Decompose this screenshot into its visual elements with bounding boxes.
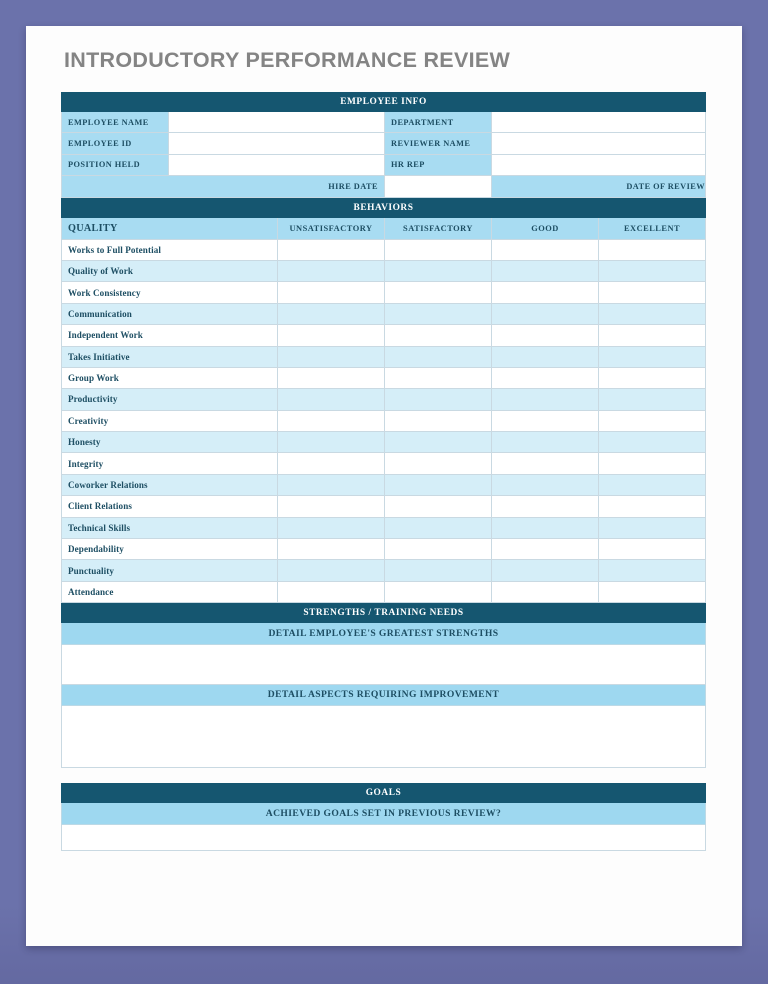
rating-cell-excellent[interactable] <box>599 410 706 431</box>
table-row <box>62 453 706 474</box>
rating-cell-unsatisfactory[interactable] <box>278 239 385 260</box>
employee-id-input[interactable] <box>169 133 385 154</box>
table-row <box>62 303 706 324</box>
rating-cell-unsatisfactory[interactable] <box>278 453 385 474</box>
goals-section-header: GOALS <box>62 784 706 803</box>
rating-cell-good[interactable] <box>492 432 599 453</box>
rating-cell-good[interactable] <box>492 560 599 581</box>
employee-info-table <box>61 92 706 198</box>
gap-cell <box>62 767 706 783</box>
achieved-goals-prompt: ACHIEVED GOALS SET IN PREVIOUS REVIEW? <box>62 803 706 824</box>
employee-info-row <box>62 154 706 175</box>
rating-cell-satisfactory[interactable] <box>385 474 492 495</box>
rating-cell-excellent[interactable] <box>599 432 706 453</box>
rating-cell-good[interactable] <box>492 581 599 602</box>
rating-cell-satisfactory[interactable] <box>385 367 492 388</box>
table-row <box>62 474 706 495</box>
rating-cell-unsatisfactory[interactable] <box>278 325 385 346</box>
behaviors-table <box>61 198 706 604</box>
rating-cell-satisfactory[interactable] <box>385 496 492 517</box>
behavior-label: Dependability <box>62 539 278 560</box>
improvement-textarea[interactable] <box>62 705 706 767</box>
reviewer-name-input[interactable] <box>492 133 706 154</box>
rating-cell-unsatisfactory[interactable] <box>278 389 385 410</box>
rating-cell-satisfactory[interactable] <box>385 581 492 602</box>
improvement-prompt: DETAIL ASPECTS REQUIRING IMPROVEMENT <box>62 684 706 705</box>
behavior-label: Punctuality <box>62 560 278 581</box>
table-row <box>62 410 706 431</box>
date-row <box>62 176 706 197</box>
column-header-good: GOOD <box>492 217 599 239</box>
rating-cell-excellent[interactable] <box>599 474 706 495</box>
department-input[interactable] <box>492 112 706 133</box>
behavior-label: Creativity <box>62 410 278 431</box>
behavior-label: Independent Work <box>62 325 278 346</box>
hr-rep-input[interactable] <box>492 154 706 175</box>
rating-cell-excellent[interactable] <box>599 303 706 324</box>
behavior-label: Integrity <box>62 453 278 474</box>
improvement-prompt-row <box>62 684 706 705</box>
hr-rep-label: HR REP <box>385 154 492 175</box>
rating-cell-unsatisfactory[interactable] <box>278 367 385 388</box>
rating-cell-excellent[interactable] <box>599 346 706 367</box>
table-row <box>62 496 706 517</box>
rating-cell-unsatisfactory[interactable] <box>278 282 385 303</box>
rating-cell-satisfactory[interactable] <box>385 303 492 324</box>
employee-name-input[interactable] <box>169 112 385 133</box>
behavior-label: Honesty <box>62 432 278 453</box>
hire-date-label: HIRE DATE <box>62 176 385 197</box>
table-row <box>62 581 706 602</box>
strengths-header-row <box>62 604 706 623</box>
table-row <box>62 239 706 260</box>
rating-cell-unsatisfactory[interactable] <box>278 581 385 602</box>
rating-cell-unsatisfactory[interactable] <box>278 432 385 453</box>
strengths-table <box>61 603 706 783</box>
table-row <box>62 517 706 538</box>
goals-table <box>61 783 706 850</box>
rating-cell-satisfactory[interactable] <box>385 410 492 431</box>
rating-cell-good[interactable] <box>492 325 599 346</box>
table-row <box>62 389 706 410</box>
column-header-quality: QUALITY <box>62 217 278 239</box>
rating-cell-satisfactory[interactable] <box>385 432 492 453</box>
rating-cell-unsatisfactory[interactable] <box>278 539 385 560</box>
strengths-prompt-row <box>62 623 706 644</box>
behaviors-section-header: BEHAVIORS <box>62 198 706 217</box>
rating-cell-good[interactable] <box>492 517 599 538</box>
rating-cell-good[interactable] <box>492 496 599 517</box>
rating-cell-unsatisfactory[interactable] <box>278 260 385 281</box>
rating-cell-satisfactory[interactable] <box>385 260 492 281</box>
goals-header-row <box>62 784 706 803</box>
rating-cell-excellent[interactable] <box>599 539 706 560</box>
rating-cell-good[interactable] <box>492 239 599 260</box>
goals-prompt-row <box>62 803 706 824</box>
employee-info-header-row <box>62 93 706 112</box>
table-row <box>62 260 706 281</box>
rating-cell-satisfactory[interactable] <box>385 539 492 560</box>
table-row <box>62 560 706 581</box>
behavior-label: Technical Skills <box>62 517 278 538</box>
section-gap <box>62 767 706 783</box>
rating-cell-satisfactory[interactable] <box>385 239 492 260</box>
hire-date-input[interactable] <box>385 176 492 197</box>
rating-cell-good[interactable] <box>492 474 599 495</box>
rating-cell-excellent[interactable] <box>599 453 706 474</box>
improvement-entry-row <box>62 705 706 767</box>
rating-cell-unsatisfactory[interactable] <box>278 474 385 495</box>
rating-cell-good[interactable] <box>492 260 599 281</box>
strengths-textarea[interactable] <box>62 644 706 684</box>
behavior-label: Coworker Relations <box>62 474 278 495</box>
table-row <box>62 346 706 367</box>
rating-cell-unsatisfactory[interactable] <box>278 496 385 517</box>
behavior-label: Group Work <box>62 367 278 388</box>
employee-info-section-header: EMPLOYEE INFO <box>62 93 706 112</box>
position-held-input[interactable] <box>169 154 385 175</box>
document-page <box>26 26 742 946</box>
rating-cell-excellent[interactable] <box>599 496 706 517</box>
table-row <box>62 539 706 560</box>
page-title: INTRODUCTORY PERFORMANCE REVIEW <box>64 48 511 72</box>
rating-cell-unsatisfactory[interactable] <box>278 346 385 367</box>
rating-cell-good[interactable] <box>492 303 599 324</box>
rating-cell-satisfactory[interactable] <box>385 325 492 346</box>
table-row <box>62 367 706 388</box>
behavior-label: Work Consistency <box>62 282 278 303</box>
rating-cell-satisfactory[interactable] <box>385 560 492 581</box>
rating-cell-good[interactable] <box>492 389 599 410</box>
rating-cell-excellent[interactable] <box>599 560 706 581</box>
position-held-label: POSITION HELD <box>62 154 169 175</box>
rating-cell-good[interactable] <box>492 367 599 388</box>
rating-cell-satisfactory[interactable] <box>385 389 492 410</box>
rating-cell-good[interactable] <box>492 346 599 367</box>
behavior-label: Works to Full Potential <box>62 239 278 260</box>
behavior-label: Takes Initiative <box>62 346 278 367</box>
rating-cell-excellent[interactable] <box>599 239 706 260</box>
review-form-sheet <box>61 92 705 851</box>
rating-cell-good[interactable] <box>492 453 599 474</box>
column-header-excellent: EXCELLENT <box>599 217 706 239</box>
column-header-satisfactory: SATISFACTORY <box>385 217 492 239</box>
rating-cell-excellent[interactable] <box>599 260 706 281</box>
table-row <box>62 432 706 453</box>
behavior-label: Client Relations <box>62 496 278 517</box>
rating-cell-excellent[interactable] <box>599 325 706 346</box>
rating-cell-satisfactory[interactable] <box>385 282 492 303</box>
rating-cell-good[interactable] <box>492 539 599 560</box>
strengths-section-header: STRENGTHS / TRAINING NEEDS <box>62 604 706 623</box>
behavior-label: Attendance <box>62 581 278 602</box>
rating-cell-excellent[interactable] <box>599 282 706 303</box>
rating-cell-good[interactable] <box>492 282 599 303</box>
strengths-prompt: DETAIL EMPLOYEE'S GREATEST STRENGTHS <box>62 623 706 644</box>
reviewer-name-label: REVIEWER NAME <box>385 133 492 154</box>
date-of-review-label: DATE OF REVIEW <box>492 176 706 197</box>
table-row <box>62 325 706 346</box>
rating-cell-excellent[interactable] <box>599 367 706 388</box>
department-label: DEPARTMENT <box>385 112 492 133</box>
rating-cell-unsatisfactory[interactable] <box>278 303 385 324</box>
rating-cell-good[interactable] <box>492 410 599 431</box>
table-row <box>62 282 706 303</box>
column-header-unsatisfactory: UNSATISFACTORY <box>278 217 385 239</box>
rating-cell-satisfactory[interactable] <box>385 517 492 538</box>
rating-cell-satisfactory[interactable] <box>385 346 492 367</box>
achieved-goals-textarea[interactable] <box>62 824 706 850</box>
rating-cell-satisfactory[interactable] <box>385 453 492 474</box>
behavior-label: Productivity <box>62 389 278 410</box>
rating-cell-unsatisfactory[interactable] <box>278 410 385 431</box>
rating-cell-unsatisfactory[interactable] <box>278 517 385 538</box>
behavior-label: Communication <box>62 303 278 324</box>
employee-id-label: EMPLOYEE ID <box>62 133 169 154</box>
behavior-label: Quality of Work <box>62 260 278 281</box>
goals-entry-row <box>62 824 706 850</box>
rating-cell-excellent[interactable] <box>599 389 706 410</box>
employee-name-label: EMPLOYEE NAME <box>62 112 169 133</box>
employee-info-row <box>62 133 706 154</box>
strengths-entry-row <box>62 644 706 684</box>
behaviors-column-header-row <box>62 217 706 239</box>
rating-cell-excellent[interactable] <box>599 581 706 602</box>
rating-cell-excellent[interactable] <box>599 517 706 538</box>
employee-info-row <box>62 112 706 133</box>
behaviors-header-row <box>62 198 706 217</box>
rating-cell-unsatisfactory[interactable] <box>278 560 385 581</box>
